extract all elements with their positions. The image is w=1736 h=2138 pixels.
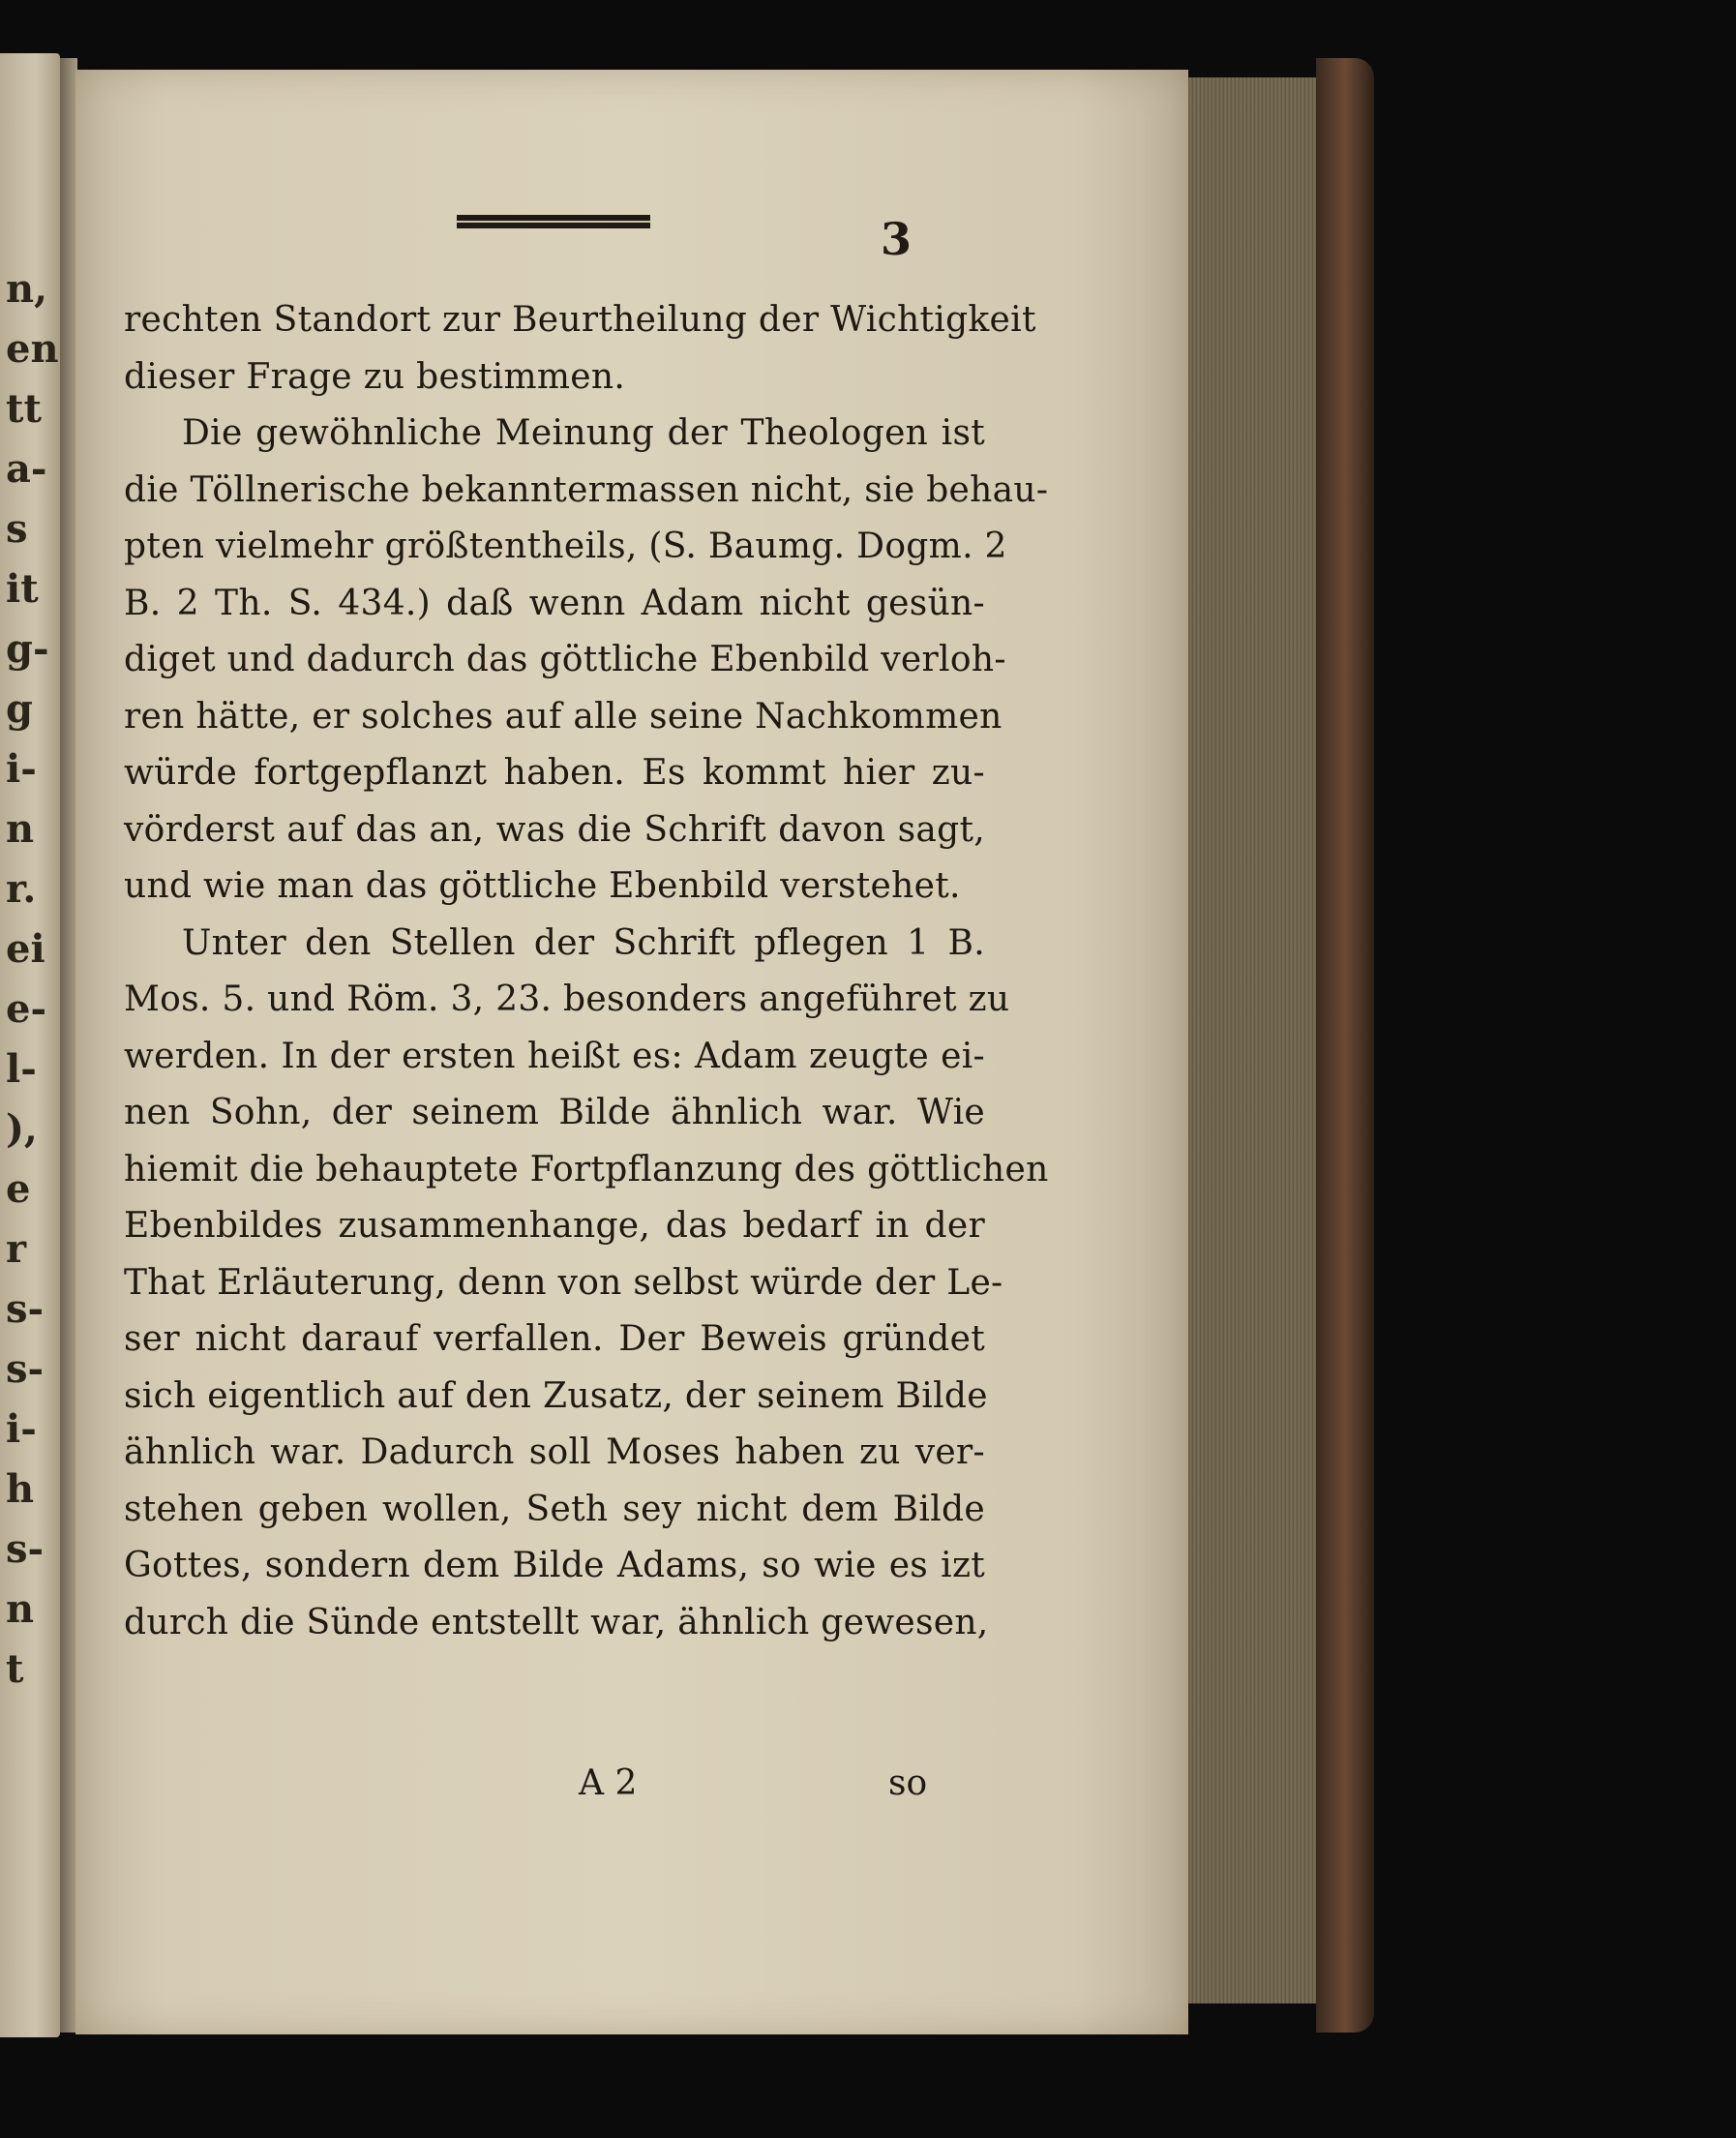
text-line: pten vielmehr größtentheils, (S. Baumg. Dogm. 2 [124,527,1007,566]
left-page-fragment: s [6,506,28,552]
left-page-fragment: r [6,1226,27,1272]
text-line: und wie man das göttliche Ebenbild verstehet. [124,866,961,906]
left-page-fragment: en [6,326,59,372]
text-line: ähnlich war. Dadurch soll Moses haben zu ver- [124,1432,985,1472]
left-page-fragment: s- [6,1526,45,1572]
text-line: Mos. 5. und Röm. 3, 23. besonders angeführet zu [124,979,1010,1019]
left-page-fragment: s- [6,1286,45,1332]
page-fore-edge [1188,77,1333,2003]
left-page-fragment: i- [6,746,37,792]
left-page-fragment: e [6,1166,31,1212]
text-line: durch die Sünde entstellt war, ähnlich gewesen, [124,1602,989,1642]
text-line: diget und dadurch das göttliche Ebenbild verloh- [124,640,1006,679]
text-line: B. 2 Th. S. 434.) daß wenn Adam nicht gesün- [124,583,985,623]
text-line: sich eigentlich auf den Zusatz, der seinem Bilde [124,1375,988,1416]
left-page-fragment: a- [6,446,47,492]
text-line: That Erläuterung, denn von selbst würde der Le- [124,1262,1003,1303]
body-text [124,292,1049,1651]
header-rule [457,215,650,228]
left-page-fragment: g [6,686,33,732]
left-page-fragment: n [6,1586,35,1632]
left-page-fragment: l- [6,1046,37,1092]
text-line: vörderst auf das an, was die Schrift davon sagt, [124,809,985,850]
signature-mark: A 2 [579,1763,638,1803]
left-page-fragment: it [6,566,39,612]
text-line: werden. In der ersten heißt es: Adam zeugte ei- [124,1036,985,1076]
text-line: rechten Standort zur Beurtheilung der Wichtigkeit [124,300,1036,340]
left-page-fragment: e- [6,986,47,1032]
left-page-fragment: ), [6,1106,38,1152]
left-page-fragment: s- [6,1346,45,1392]
text-line: hiemit die behauptete Fortpflanzung des göttlichen [124,1149,1049,1189]
text-line: stehen geben wollen, Seth sey nicht dem Bilde [124,1489,985,1529]
left-page-fragment: ei [6,926,45,972]
left-page-fragment: h [6,1466,35,1512]
text-line: nen Sohn, der seinem Bilde ähnlich war. Wie [124,1093,985,1132]
left-page-fragment: n [6,806,35,852]
page-number: 3 [881,213,913,265]
text-line: ren hätte, er solches auf alle seine Nachkommen [124,696,1003,737]
left-page-fragment: r. [6,866,37,912]
text-line: Ebenbildes zusammenhange, das bedarf in der [124,1206,985,1246]
text-line: Die gewöhnliche Meinung der Theologen ist [182,413,985,453]
text-line: Unter den Stellen der Schrift pflegen 1 B. [182,922,985,963]
text-line: dieser Frage zu bestimmen. [124,356,626,397]
left-page-edge [0,53,60,2037]
text-line: würde fortgepflanzt haben. Es kommt hier zu- [124,753,985,793]
text-line: die Töllnerische bekanntermassen nicht, sie behau- [124,469,1049,510]
text-line: Gottes, sondern dem Bilde Adams, so wie es izt [124,1546,985,1585]
left-page-fragment: g- [6,626,49,672]
text-line: ser nicht darauf verfallen. Der Beweis gründet [124,1319,985,1359]
left-page-fragment: t [6,1646,24,1692]
left-page-fragment: tt [6,386,42,432]
book-binding [1316,58,1374,2033]
left-page-fragment: n, [6,266,48,312]
catchword: so [888,1763,928,1803]
left-page-fragment: i- [6,1406,37,1452]
